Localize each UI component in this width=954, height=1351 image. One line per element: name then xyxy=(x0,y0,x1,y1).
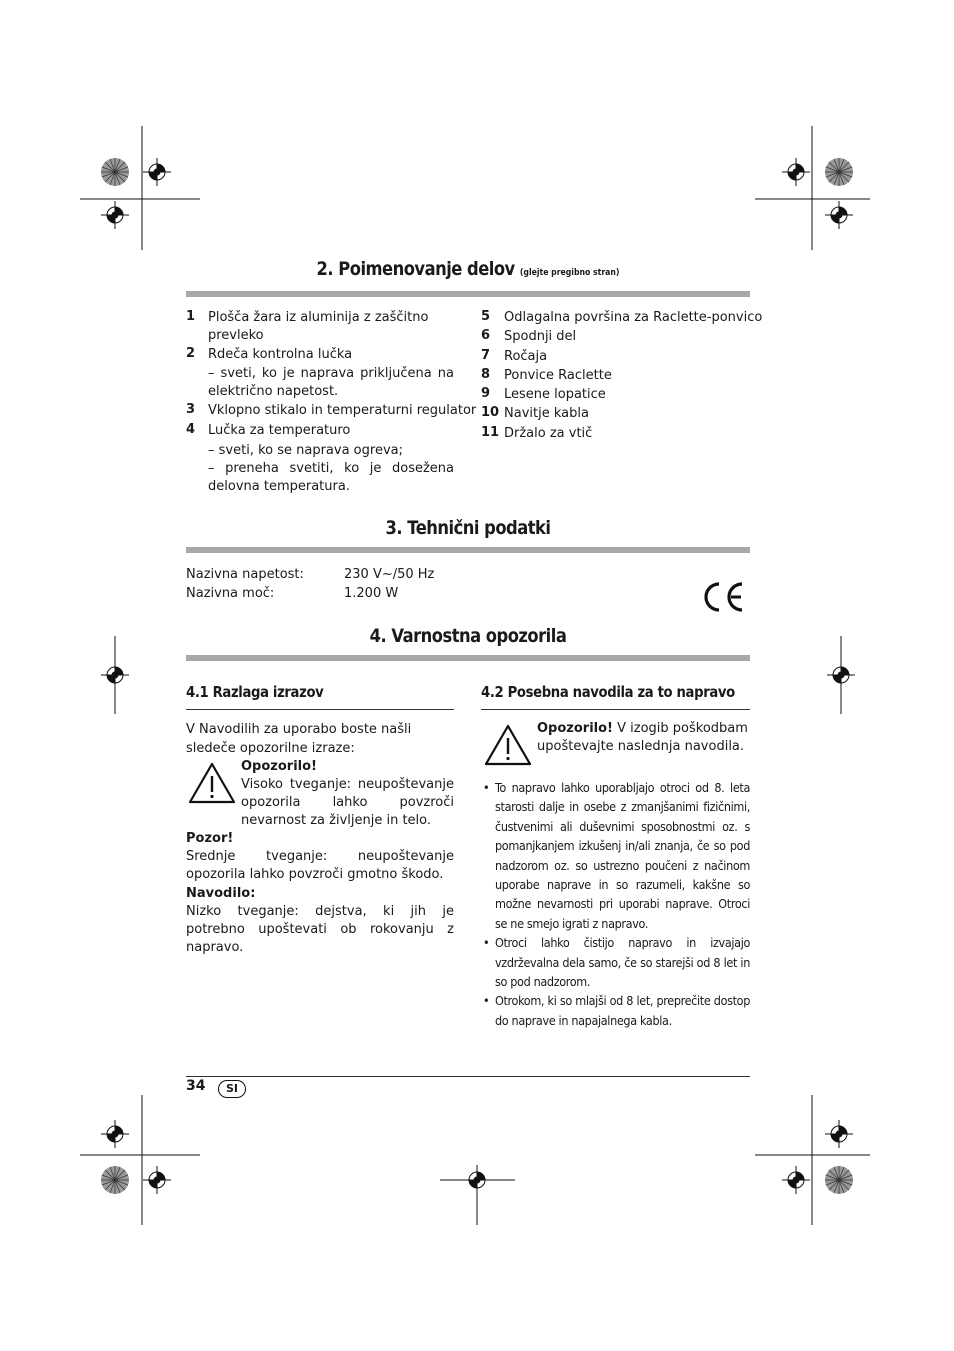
warning-label: Opozorilo! xyxy=(241,759,317,774)
registration-mark-icon xyxy=(101,1120,129,1148)
part-label: Odlagalna površina za Raclette-ponvico xyxy=(504,310,763,325)
note-label: Navodilo: xyxy=(186,886,256,901)
caution-text: Srednje tveganje: neupoštevanje opozorila lahko povzroči gmotno škodo. xyxy=(186,849,454,882)
part-number: 4 xyxy=(186,422,196,437)
part-number: 1 xyxy=(186,309,196,324)
part-number: 3 xyxy=(186,402,196,417)
section-2-title-note: (glejte pregibno stran) xyxy=(519,268,620,278)
part-number: 11 xyxy=(481,425,500,440)
warning-triangle-icon xyxy=(483,723,533,767)
color-bar-icon xyxy=(825,158,853,186)
registration-mark-icon xyxy=(143,1166,171,1194)
part-number: 9 xyxy=(481,386,491,401)
parts-list-left xyxy=(186,309,477,499)
part-label: Vklopno stikalo in temperaturni regulator xyxy=(208,403,477,418)
section-3-bar xyxy=(186,547,750,553)
intro-text: V Navodilih za uporabo boste našli sledeče opozorilne izraze: xyxy=(186,722,412,756)
warning-text: Visoko tveganje: neupoštevanje opozorila lahko povzroči nevarnost za življenje in telo. xyxy=(241,777,454,828)
warning-text: V izogib poškodbam upoštevajte naslednja navodila. xyxy=(537,721,748,754)
caution-label: Pozor! xyxy=(186,831,234,846)
note-text: Nizko tveganje: dejstva, ki jih je potrebno upoštevati ob rokovanju z napravo. xyxy=(186,904,454,955)
list-item: • Otroci lahko čistijo napravo in izvajajo vzdrževalna dela samo, če so starejši od 8 let in so pod nadzorom. xyxy=(483,935,750,990)
part-note: – sveti, ko je naprava priključena na električno napetost. xyxy=(208,366,454,399)
section-4-bar xyxy=(186,655,750,661)
warning-label: Opozorilo! xyxy=(537,721,613,736)
color-bar-icon xyxy=(101,158,129,186)
page-number: 34 xyxy=(186,1078,206,1094)
registration-mark-icon xyxy=(782,158,810,186)
spec-value: 1.200 W xyxy=(344,586,399,601)
color-bar-icon xyxy=(101,1166,129,1194)
part-label: Spodnji del xyxy=(504,329,577,344)
part-label: Držalo za vtič xyxy=(504,426,593,441)
registration-mark-icon xyxy=(825,1120,853,1148)
subsection-4-1-title: 4.1 Razlaga izrazov xyxy=(186,683,324,701)
part-label: Ročaja xyxy=(504,349,548,364)
parts-list-right xyxy=(481,309,763,449)
section-4-title: 4. Varnostna opozorila xyxy=(369,625,567,647)
subsection-4-1-rule xyxy=(186,709,454,710)
registration-mark-icon xyxy=(782,1166,810,1194)
part-number: 7 xyxy=(481,348,491,363)
list-item: • Otrokom, ki so mlajši od 8 let, preprečite dostop do naprave in napajalnega kabla. xyxy=(483,993,750,1028)
spec-value: 230 V~/50 Hz xyxy=(344,567,435,582)
ce-mark-icon xyxy=(700,580,746,614)
spec-label: Nazivna napetost: xyxy=(186,567,304,582)
bullet-text: Otroci lahko čistijo napravo in izvajajo vzdrževalna dela samo, če so starejši od 8 let in so pod nadzorom. xyxy=(495,935,750,990)
subsection-4-2-title: 4.2 Posebna navodila za to napravo xyxy=(481,683,735,701)
section-2-bar xyxy=(186,291,750,297)
part-number: 5 xyxy=(481,309,491,324)
part-label: Plošča žara iz aluminija z zaščitno prevleko xyxy=(208,310,429,343)
part-number: 8 xyxy=(481,367,491,382)
part-label: Navitje kabla xyxy=(504,406,589,421)
warning-triangle-icon xyxy=(187,761,237,805)
part-label: Lesene lopatice xyxy=(504,387,606,402)
section-2-title xyxy=(225,258,710,280)
safety-bullet-list xyxy=(481,778,750,1030)
section-2-title-text: 2. Poimenovanje delov xyxy=(316,258,515,280)
registration-mark-icon xyxy=(825,201,853,229)
language-badge: SI xyxy=(218,1080,246,1098)
footer-rule xyxy=(186,1076,750,1077)
part-label: Lučka za temperaturo xyxy=(208,423,351,438)
part-note: – preneha svetiti, ko je dosežena delovna temperatura. xyxy=(208,461,454,494)
registration-mark-icon xyxy=(143,158,171,186)
bullet-text: Otrokom, ki so mlajši od 8 let, preprečite dostop do naprave in napajalnega kabla. xyxy=(495,993,750,1028)
part-number: 2 xyxy=(186,346,196,361)
part-label: Rdeča kontrolna lučka xyxy=(208,347,353,362)
warning-block xyxy=(537,720,750,756)
color-bar-icon xyxy=(825,1166,853,1194)
subsection-4-2-rule xyxy=(481,709,750,710)
part-number: 6 xyxy=(481,328,491,343)
spec-label: Nazivna moč: xyxy=(186,586,275,601)
section-3-title: 3. Tehnični podatki xyxy=(385,517,551,539)
bullet-text: To napravo lahko uporabljajo otroci od 8. leta starosti dalje in osebe z zmanjšanimi fizičnimi, čustvenimi ali duševnimi sposobnostmi oz. s pomanjkanjem izkušenj in/ali znanja, če so pod nadzorom oz. so ustrezno poučeni z načinom uporabe naprave in so razumeli, kakšne so možne nevarnosti pri uporabi naprave. Otroci se ne smejo igrati z napravo. xyxy=(495,780,750,931)
part-label: Ponvice Raclette xyxy=(504,368,612,383)
part-note: – sveti, ko se naprava ogreva; xyxy=(208,443,403,458)
part-number: 10 xyxy=(481,405,500,420)
registration-mark-icon xyxy=(101,201,129,229)
list-item: • To napravo lahko uporabljajo otroci od 8. leta starosti dalje in osebe z zmanjšanimi fizičnimi, čustvenimi ali duševnimi sposobnostmi oz. s pomanjkanjem izkušenj in/ali znanja, če so pod nadzorom oz. so ustrezno poučeni z načinom uporabe naprave in so razumeli, kakšne so možne nevarnosti pri uporabi naprave. Otroci se ne smejo igrati z napravo. xyxy=(483,780,750,931)
